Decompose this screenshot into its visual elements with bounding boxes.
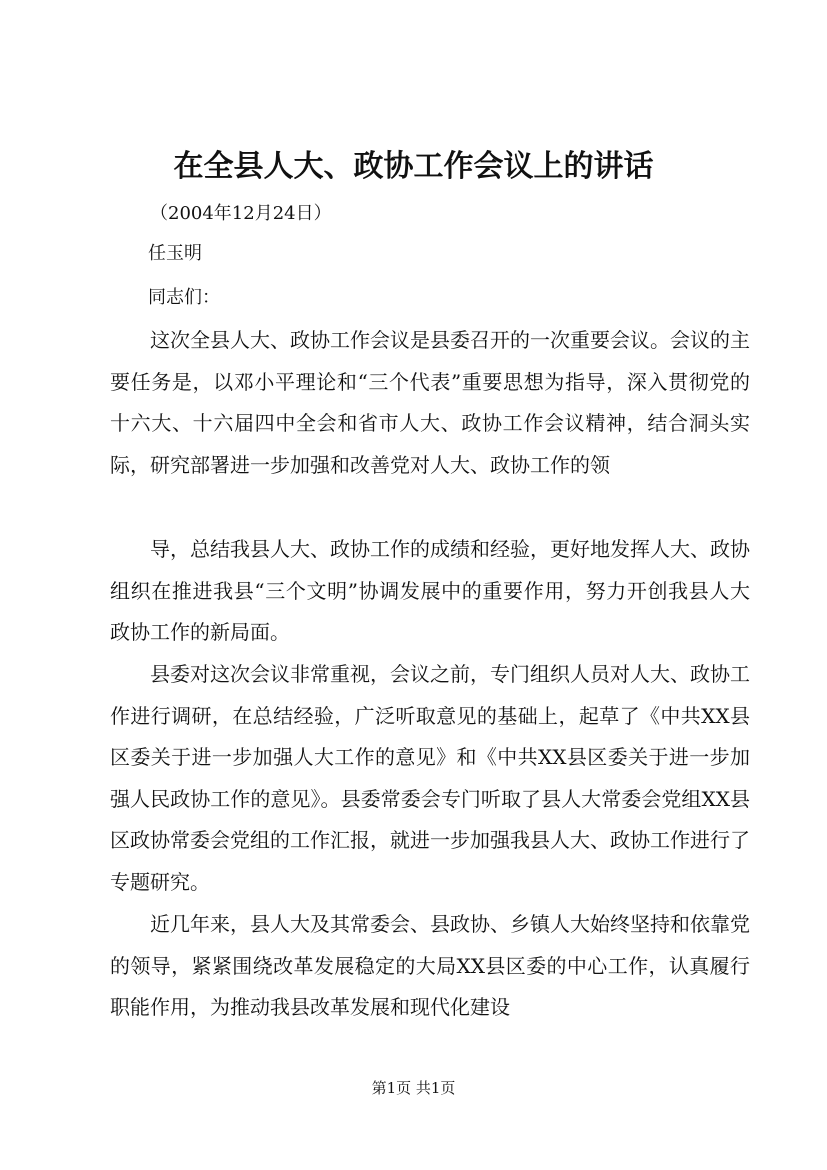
paragraph: 这次全县人大、政协工作会议是县委召开的一次重要会议。会议的主要任务是，以邓小平理论和“三个代表”重要思想为指导，深入贯彻党的十六大、十六届四中全会和省市人大、政协工作会议精神，结合洞头实际，研究部署进一步加强和改善党对人大、政协工作的领 [110, 328, 750, 477]
paragraph: 县委对这次会议非常重视，会议之前，专门组织人员对人大、政协工作进行调研，在总结经验，广泛听取意见的基础上，起草了《中共XX县区委关于进一步加强人大工作的意见》和《中共XX县区委关于进一步加强人民政协工作的意见》。县委常委会专门听取了县人大常委会党组XX县区政协常委会党组的工作汇报，就进一步加强我县人大、政协工作进行了专题研究。 [110, 662, 750, 894]
greeting: 同志们： [148, 287, 220, 308]
paragraph: 导，总结我县人大、政协工作的成绩和经验，更好地发挥人大、政协组织在推进我县“三个文明”协调发展中的重要作用，努力开创我县人大政协工作的新局面。 [110, 537, 750, 644]
paragraph: 近几年来，县人大及其常委会、县政协、乡镇人大始终坚持和依靠党的领导，紧紧围绕改革发展稳定的大局XX县区委的中心工作，认真履行职能作用，为推动我县改革发展和现代化建设 [110, 912, 750, 1019]
page-number: 第1页 共1页 [371, 1079, 456, 1097]
speech-date: （2004年12月24日） [150, 203, 332, 224]
document-title: 在全县人大、政协工作会议上的讲话 [173, 149, 654, 184]
speaker-name: 任玉明 [148, 243, 202, 264]
